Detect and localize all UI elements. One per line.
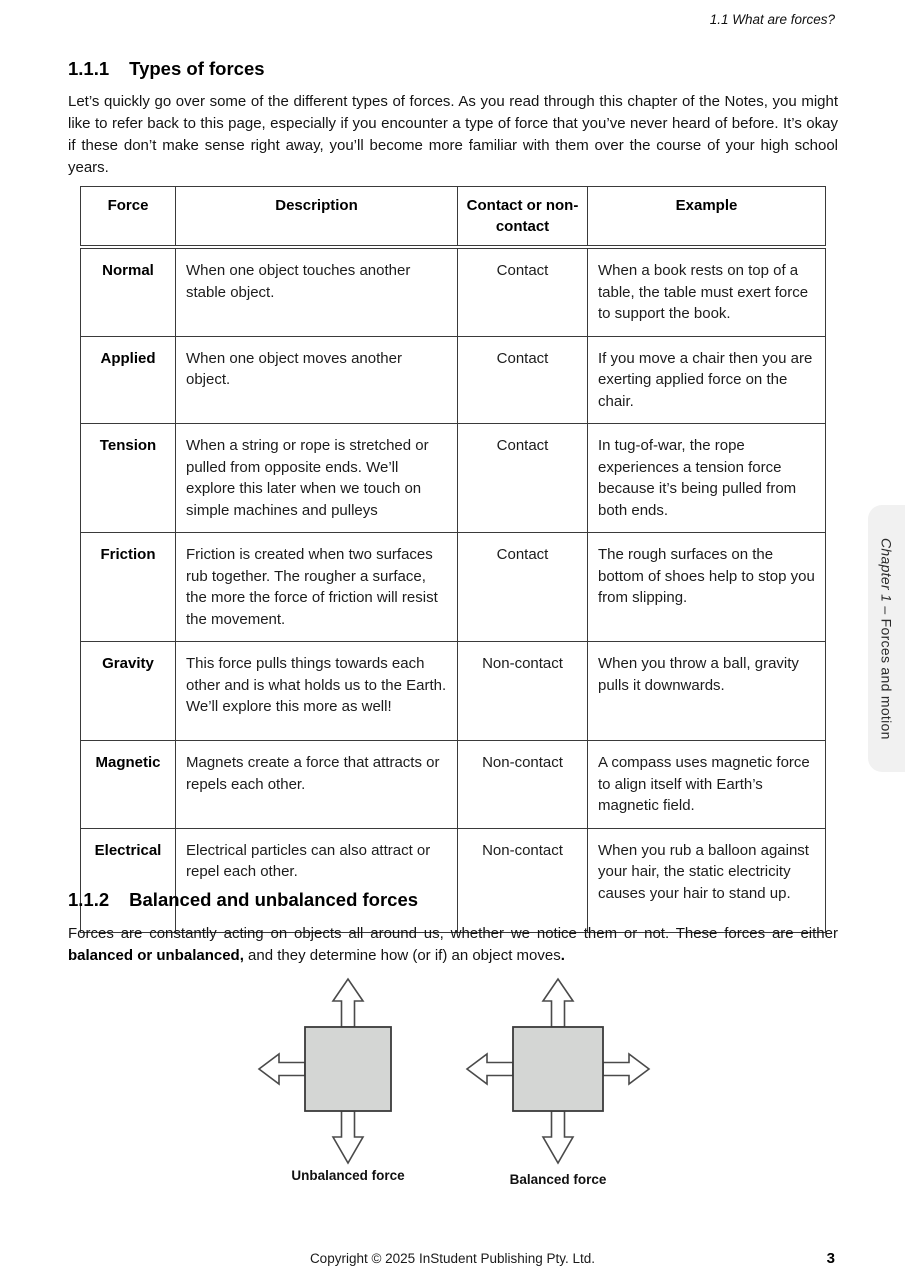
table-header-row (81, 187, 826, 248)
description-cell: This force pulls things towards each other and is what holds us to the Earth. We’ll explore this more as well! (176, 642, 458, 741)
table-row (81, 247, 826, 336)
up-arrow-icon (543, 979, 573, 1027)
example-cell: The rough surfaces on the bottom of shoes help to stop you from slipping. (588, 533, 826, 642)
force-name-cell: Tension (81, 424, 176, 533)
table-row (81, 642, 826, 741)
balanced-forces-paragraph (68, 923, 838, 967)
example-cell: When a book rests on top of a table, the table must exert force to support the book. (588, 247, 826, 336)
chapter-title-text: Forces and motion (878, 618, 895, 740)
section-1-1-2-heading (68, 889, 418, 911)
paragraph-text: Forces are constantly acting on objects all around us, whether we notice them or not. These forces are either (68, 925, 838, 942)
force-name-cell: Normal (81, 247, 176, 336)
copyright-text: Copyright © 2025 InStudent Publishing Pty. Ltd. (309, 1251, 596, 1266)
table-row (81, 424, 826, 533)
column-header-contact: Contact or non-contact (458, 187, 588, 248)
left-arrow-icon (259, 1054, 305, 1084)
contact-cell: Non-contact (458, 741, 588, 829)
section-number: 1.1.1 (68, 58, 110, 79)
contact-cell: Contact (458, 247, 588, 336)
example-cell: When you throw a ball, gravity pulls it downwards. (588, 642, 826, 741)
right-arrow-icon (603, 1054, 649, 1084)
example-cell: If you move a chair then you are exerting applied force on the chair. (588, 336, 826, 424)
description-cell: When one object touches another stable object. (176, 247, 458, 336)
running-header: 1.1 What are forces? (709, 12, 835, 27)
balanced-box (513, 1027, 603, 1111)
chapter-tab-text (879, 538, 895, 740)
bold-period: . (560, 947, 565, 964)
column-header-description: Description (176, 187, 458, 248)
force-name-cell: Magnetic (81, 741, 176, 829)
contact-cell: Contact (458, 336, 588, 424)
down-arrow-icon (333, 1111, 363, 1163)
example-cell: In tug-of-war, the rope experiences a tension force because it’s being pulled from both ends. (588, 424, 826, 533)
forces-diagram (245, 976, 705, 1194)
intro-paragraph: Let’s quickly go over some of the different types of forces. As you read through this chapter of the Notes, you might like to refer back to this page, especially if you encounter a type of force that you’ve never heard of before. It’s okay if these don’t make sense right away, you’ll become more familiar with them over the course of your high school years. (68, 93, 838, 176)
description-cell: Electrical particles can also attract or repel each other. (176, 828, 458, 932)
force-name-cell: Electrical (81, 828, 176, 932)
contact-cell: Non-contact (458, 642, 588, 741)
chapter-number-text: Chapter 1 – (878, 537, 895, 619)
description-cell: Friction is created when two surfaces rub together. The rougher a surface, the more the force of friction will resist the movement. (176, 533, 458, 642)
unbalanced-label: Unbalanced force (291, 1168, 405, 1183)
page-number: 3 (826, 1250, 835, 1267)
section-title: Types of forces (129, 58, 265, 79)
column-header-example: Example (588, 187, 826, 248)
forces-table (80, 186, 826, 933)
section-title: Balanced and unbalanced forces (129, 889, 419, 910)
description-cell: Magnets create a force that attracts or repels each other. (176, 741, 458, 829)
contact-cell: Contact (458, 533, 588, 642)
example-cell: When you rub a balloon against your hair, the static electricity causes your hair to stand up. (588, 828, 826, 932)
column-header-force: Force (81, 187, 176, 248)
table-row (81, 828, 826, 932)
paragraph-text: and they determine how (or if) an object moves (243, 947, 561, 964)
down-arrow-icon (543, 1111, 573, 1163)
section-1-1-1-heading (68, 58, 265, 80)
chapter-tab (868, 505, 905, 772)
force-name-cell: Gravity (81, 642, 176, 741)
force-name-cell: Applied (81, 336, 176, 424)
table-row (81, 336, 826, 424)
section-number: 1.1.2 (68, 889, 110, 910)
up-arrow-icon (333, 979, 363, 1027)
unbalanced-box (305, 1027, 391, 1111)
description-cell: When one object moves another object. (176, 336, 458, 424)
bold-phrase: balanced or unbalanced, (68, 947, 244, 964)
force-name-cell: Friction (81, 533, 176, 642)
description-cell: When a string or rope is stretched or pulled from opposite ends. We’ll explore this later when we touch on simple machines and pulleys (176, 424, 458, 533)
contact-cell: Non-contact (458, 828, 588, 932)
table-row (81, 533, 826, 642)
example-cell: A compass uses magnetic force to align itself with Earth’s magnetic field. (588, 741, 826, 829)
table-row (81, 741, 826, 829)
contact-cell: Contact (458, 424, 588, 533)
balanced-label: Balanced force (509, 1172, 607, 1187)
left-arrow-icon (467, 1054, 513, 1084)
